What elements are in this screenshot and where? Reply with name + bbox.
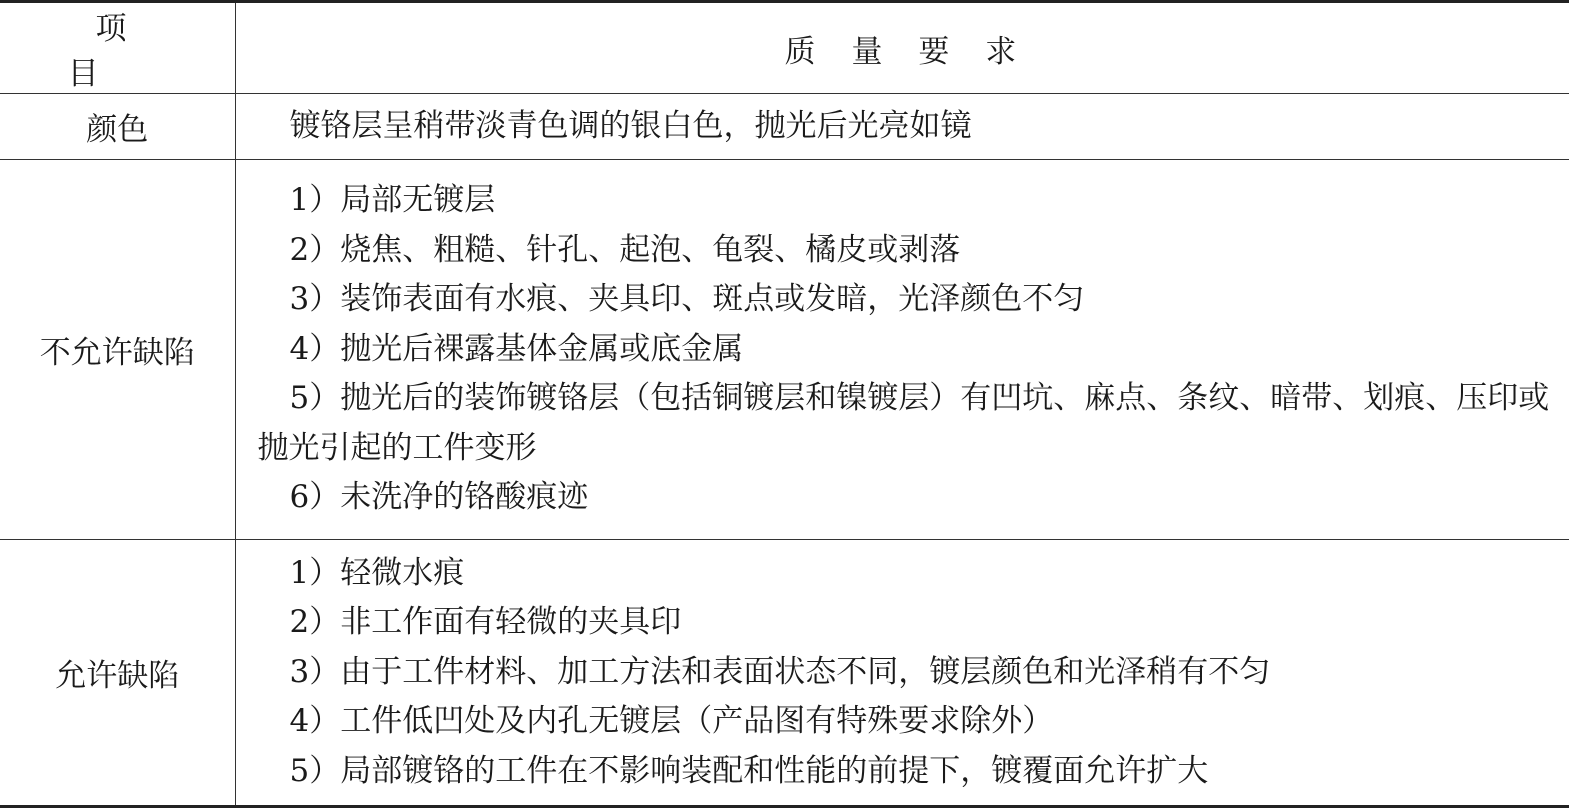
header-item-label: 项 目 [67, 11, 294, 92]
requirement-line: 2）非工作面有轻微的夹具印 [289, 604, 682, 641]
requirement-line: 5）局部镀铬的工件在不影响装配和性能的前提下，镀覆面允许扩大 [289, 752, 1209, 789]
requirement-line: 4）抛光后裸露基体金属或底金属 [289, 330, 744, 367]
row-requirement-cell [235, 160, 1569, 540]
requirement-line: 3）由于工件材料、加工方法和表面状态不同，镀层颜色和光泽稍有不匀 [289, 653, 1271, 690]
requirement-line: 5）抛光后的装饰镀铬层（包括铜镀层和镍镀层）有凹坑、麻点、条纹、暗带、划痕、压印或抛光引起的工件变形 [257, 380, 1550, 466]
requirement-line: 3）装饰表面有水痕、夹具印、斑点或发暗，光泽颜色不匀 [289, 281, 1085, 318]
table-row-allowed-defects [0, 540, 1569, 807]
row-item-cell: 不允许缺陷 [0, 160, 235, 540]
requirement-line: 4）工件低凹处及内孔无镀层（产品图有特殊要求除外） [289, 703, 1054, 740]
table-row-forbidden-defects [0, 160, 1569, 540]
header-item-cell [0, 2, 294, 94]
row-item-cell: 允许缺陷 [0, 540, 235, 807]
row-requirement-cell [235, 540, 1569, 807]
requirement-line: 6）未洗净的铬酸痕迹 [289, 479, 589, 516]
table-row-color [0, 94, 1569, 160]
header-requirement-label: 质 量 要 求 [784, 33, 1030, 70]
row-requirement-cell [235, 94, 1569, 160]
row-item-cell: 颜色 [0, 94, 235, 160]
header-requirement-cell [235, 2, 1569, 94]
requirement-line: 1）轻微水痕 [289, 554, 465, 591]
requirement-line: 1）局部无镀层 [289, 182, 496, 219]
table-header-row [0, 2, 1569, 94]
requirement-line: 2）烧焦、粗糙、针孔、起泡、龟裂、橘皮或剥落 [289, 231, 961, 268]
requirement-line: 镀铬层呈稍带淡青色调的银白色，抛光后光亮如镜 [289, 107, 972, 144]
